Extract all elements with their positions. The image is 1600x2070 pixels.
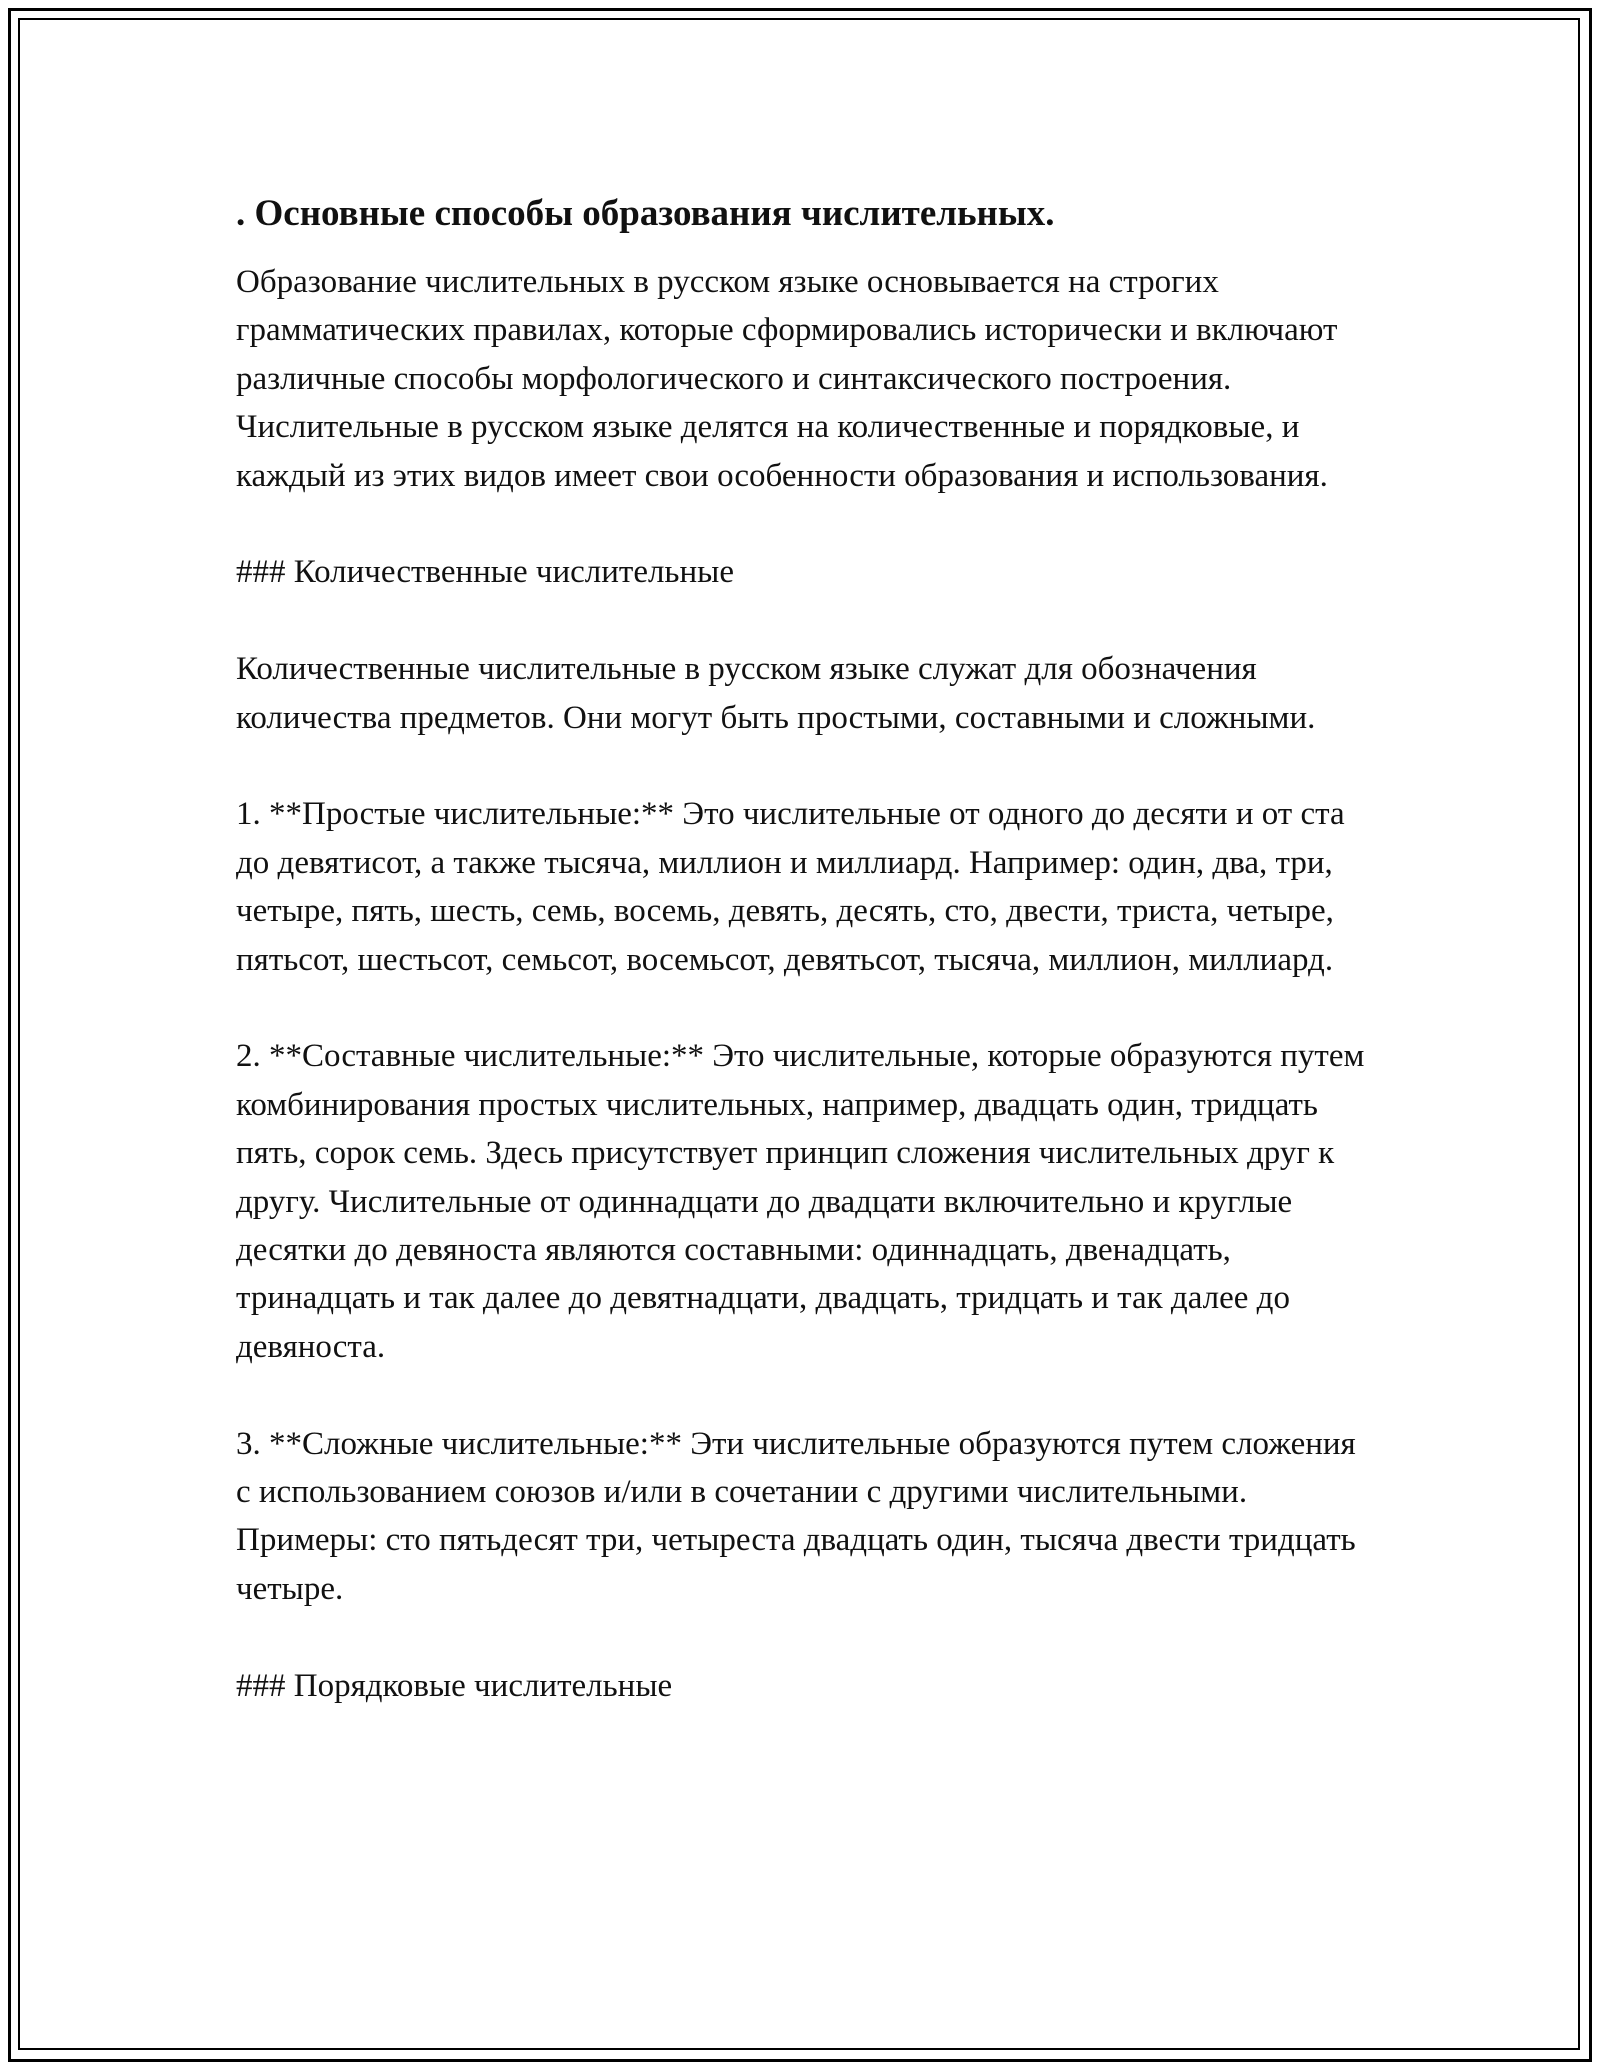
intro-paragraph: Образование числительных в русском языке основывается на строгих грамматических правилах, которые сформировались исторически и включают различные способы морфологического и синтаксического построения. Числительные в русском языке делятся на количественные и порядковые, и каждый из этих видов имеет свои особенности образования и использования. [236,264,1338,494]
list-item-compound: 2. **Составные числительные:** Это числительные, которые образуются путем комбинирования простых числительных, например, двадцать один, тридцать пять, сорок семь. Здесь присутствует принцип сложения числительных друг к другу. Числительные от одиннадцати до двадцати включительно и круглые десятки до девяноста являются составными: одиннадцать, двенадцать, тринадцать и так далее до девятнадцати, двадцать, тридцать и так далее до девяноста. [236,1038,1365,1365]
document-body [236,186,1376,1710]
list-item-simple: 1. **Простые числительные:** Это числительные от одного до десяти и от ста до девятисот, а также тысяча, миллион и миллиард. Например: один, два, три, четыре, пять, шесть, семь, восемь, девять, десять, сто, двести, триста, четыре, пятьсот, шестьсот, семьсот, восемьсот, девятьсот, тысяча, миллион, миллиард. [236,796,1345,978]
section-heading-cardinal: ### Количественные числительные [236,554,734,591]
document-title: . Основные способы образования числительных. [236,193,1055,234]
section-heading-ordinal: ### Порядковые числительные [236,1667,673,1704]
cardinal-paragraph: Количественные числительные в русском языке служат для обозначения количества предметов. Они могут быть простыми, составными и сложными. [236,651,1316,736]
list-item-complex: 3. **Сложные числительные:** Эти числительные образуются путем сложения с использованием союзов и/или в сочетании с другими числительными. Примеры: сто пятьдесят три, четыреста двадцать один, тысяча двести тридцать четыре. [236,1425,1356,1607]
